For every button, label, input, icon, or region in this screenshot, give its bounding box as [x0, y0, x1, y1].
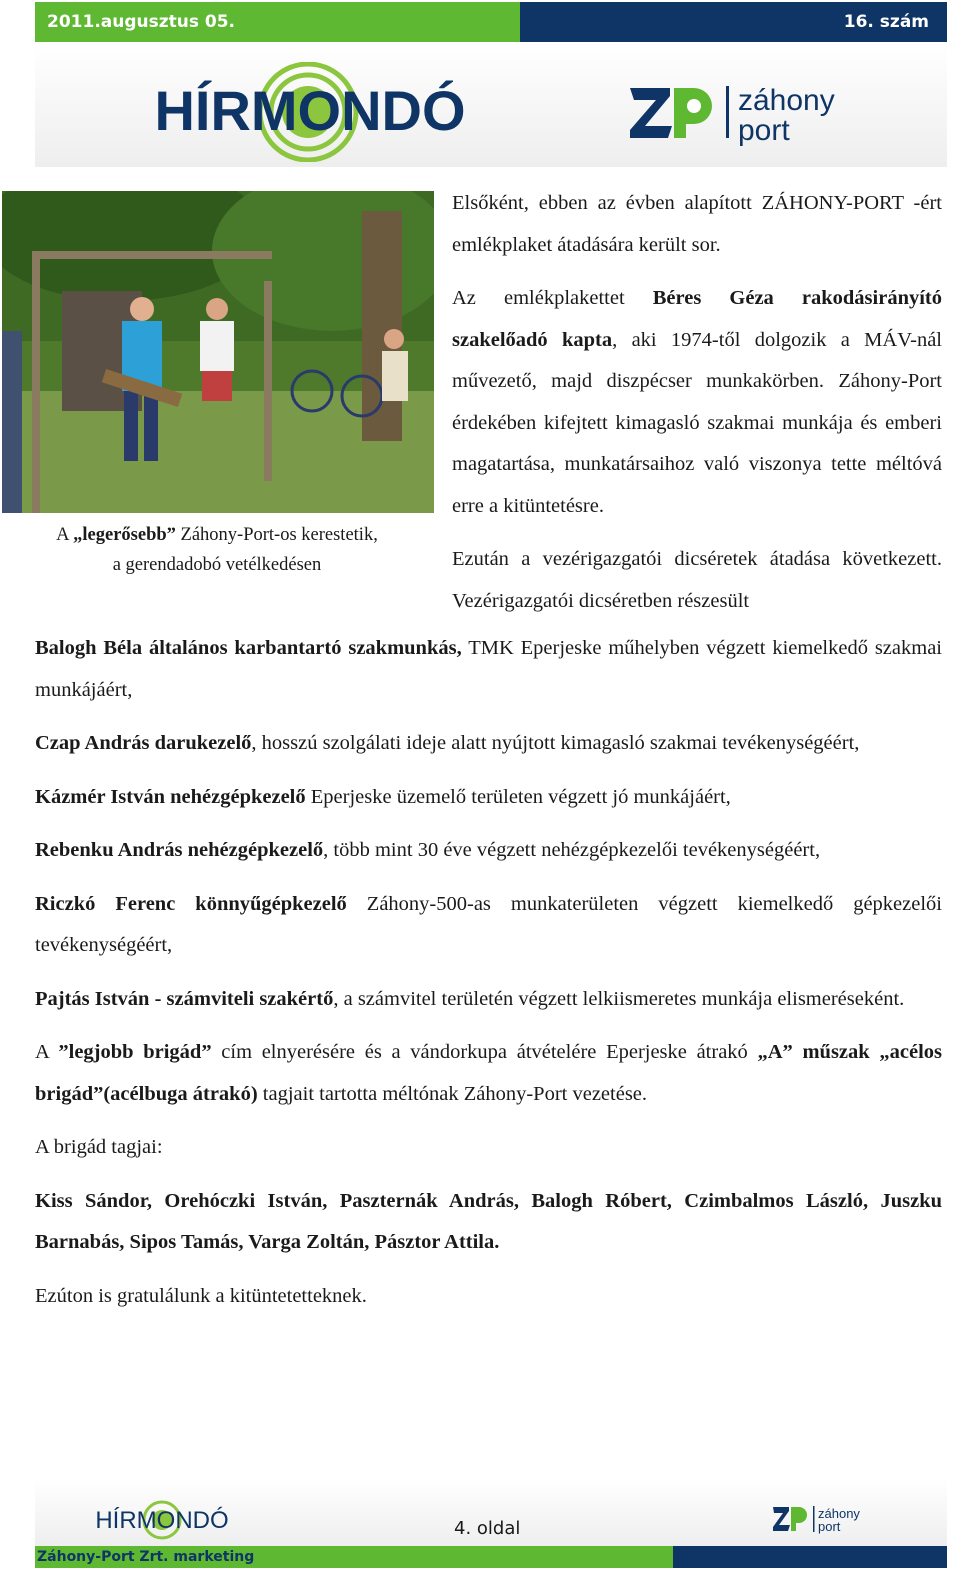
footer-bar	[35, 1546, 947, 1568]
award-item: Pajtás István - számviteli szakértő, a számvitel területén végzett lelkiismeretes munkája elismeréseként.	[35, 987, 905, 1010]
svg-text:záhony: záhony	[738, 84, 835, 117]
svg-text:port: port	[738, 114, 790, 147]
page-number: 4. oldal	[454, 1518, 521, 1539]
svg-text:port: port	[818, 1519, 841, 1534]
award-item: Balogh Béla általános karbantartó szakmunkás, TMK Eperjeske műhelyben végzett kiemelkedő szakmai munkájáért,	[35, 637, 942, 701]
header-bar	[35, 2, 947, 42]
paragraph-intro: Elsőként, ebben az évben alapított ZÁHONY-PORT -ért emlékplaket átadására került sor.	[452, 192, 942, 256]
right-column	[452, 183, 942, 634]
award-item: Riczkó Ferenc könnyűgépkezelő Záhony-500-as munkaterületen végzett kiemelkedő gépkezelői tevékenységéért,	[35, 892, 942, 956]
paragraph-plaque: Az emlékplakettet Béres Géza rakodásirányító szakelőadó kapta, aki 1974-től dolgozik a MÁV-nál művezető, majd diszpécser munkakörben. Záhony-Port érdekében kifejtett kimagasló szakmai munkája és emberi magatartása, munkatársaihoz való viszonya tette méltóvá erre a kitüntetésre.	[452, 287, 942, 517]
footer-hirmondo-logo	[92, 1500, 232, 1540]
photo-caption	[0, 520, 434, 580]
footer-organization: Záhony-Port Zrt. marketing	[35, 1546, 673, 1568]
article-body	[35, 628, 942, 1329]
caption-line-2: a gerendadobó vetélkedésen	[112, 555, 322, 575]
brigade-members-label: A brigád tagjai:	[35, 1136, 163, 1158]
award-item: Czap András darukezelő, hosszú szolgálati ideje alatt nyújtott kimagasló szakmai tevékenységéért,	[35, 732, 860, 754]
issue-number: 16. szám	[520, 2, 947, 42]
award-item: Kázmér István nehézgépkezelő Eperjeske üzemelő területen végzett jó munkájáért,	[35, 785, 731, 808]
brigade-members-list: Kiss Sándor, Orehóczki István, Paszternák András, Balogh Róbert, Czimbalmos László, Juszku Barnabás, Sipos Tamás, Varga Zoltán, Pásztor Attila.	[35, 1189, 942, 1253]
paragraph-commendations-intro: Ezután a vezérigazgatói dicséretek átadása következett. Vezérigazgatói dicséretben részesült	[452, 548, 942, 612]
paragraph-best-brigade: A ”legjobb brigád” cím elnyerésére és a vándorkupa átvételére Eperjeske átrakó „A” műszak „acélos brigád”(acélbuga átrakó) tagjait tartotta méltónak Záhony-Port vezetése.	[35, 1041, 942, 1105]
footer-zahony-port-logo	[773, 1503, 873, 1535]
caption-line-1: A „legerősebb” Záhony-Port-os kerestetik,	[56, 525, 378, 545]
issue-date: 2011.augusztus 05.	[35, 2, 520, 42]
award-item: Rebenku András nehézgépkezelő, több mint 30 éve végzett nehézgépkezelői tevékenységéért,	[35, 839, 821, 861]
svg-text:HÍRMONDÓ: HÍRMONDÓ	[154, 79, 466, 142]
event-photo	[2, 191, 434, 513]
footer-bar-blue	[673, 1546, 947, 1568]
svg-text:záhony: záhony	[818, 1506, 860, 1521]
svg-text:HÍRMONDÓ: HÍRMONDÓ	[95, 1507, 229, 1534]
hirmondo-logo	[140, 62, 480, 162]
closing-line: Ezúton is gratulálunk a kitüntetetteknek.	[35, 1284, 367, 1307]
zahony-port-logo	[630, 78, 870, 148]
